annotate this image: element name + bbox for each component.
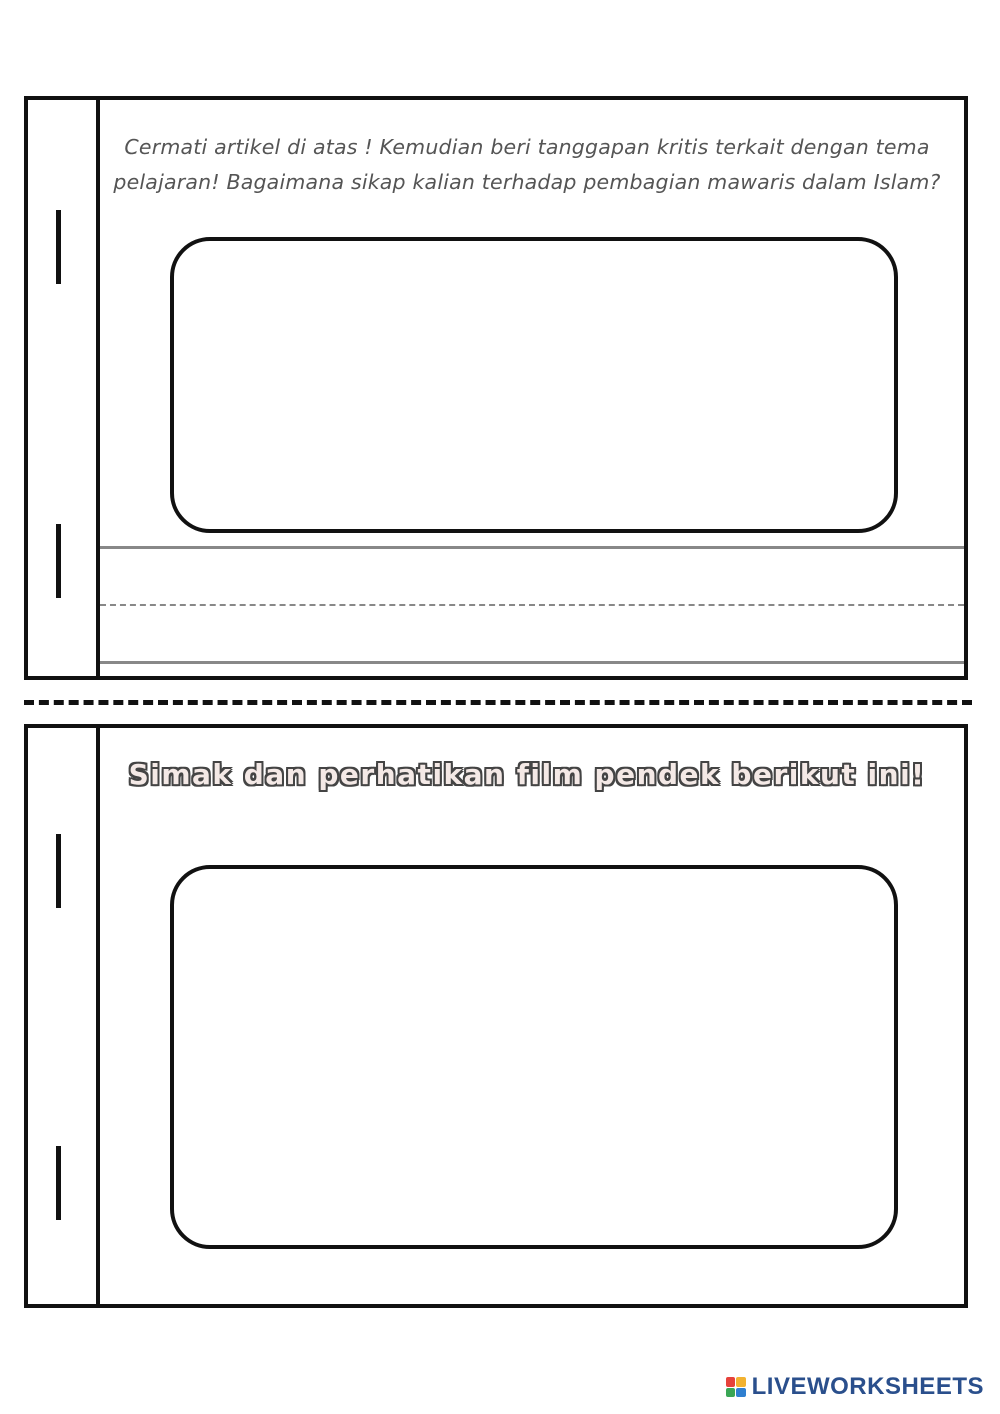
binding-mark-top: [56, 210, 61, 284]
logo-square-1: [726, 1377, 736, 1387]
video-prompt-title: Simak dan perhatikan film pendek berikut ini!: [128, 758, 926, 791]
question-line-1: Cermati artikel di atas ! Kemudian beri tanggapan kritis terkait dengan tema: [124, 135, 930, 159]
binding-mark-top: [56, 834, 61, 908]
worksheet-card-video: [24, 724, 968, 1308]
question-line-2: pelajaran! Bagaimana sikap kalian terhadap pembagian mawaris dalam Islam?: [113, 169, 941, 194]
logo-square-4: [736, 1388, 746, 1398]
binding-spine: [96, 728, 100, 1304]
logo-brand-text: LIVEWORKSHEETS: [751, 1373, 984, 1400]
liveworksheets-logo: [726, 1374, 984, 1400]
video-embed-box[interactable]: [170, 865, 898, 1249]
worksheet-card-question: [24, 96, 968, 680]
binding-mark-bottom: [56, 1146, 61, 1220]
question-text: [110, 130, 944, 200]
cut-line-divider: [24, 700, 972, 705]
writing-line-bottom: [100, 661, 964, 664]
writing-line-top: [100, 546, 964, 549]
writing-line-middle: [100, 604, 964, 606]
answer-textbox[interactable]: [170, 237, 898, 533]
binding-spine: [96, 100, 100, 676]
logo-square-2: [736, 1377, 746, 1387]
logo-square-3: [726, 1388, 736, 1398]
logo-grid-icon: [726, 1377, 746, 1397]
binding-mark-bottom: [56, 524, 61, 598]
